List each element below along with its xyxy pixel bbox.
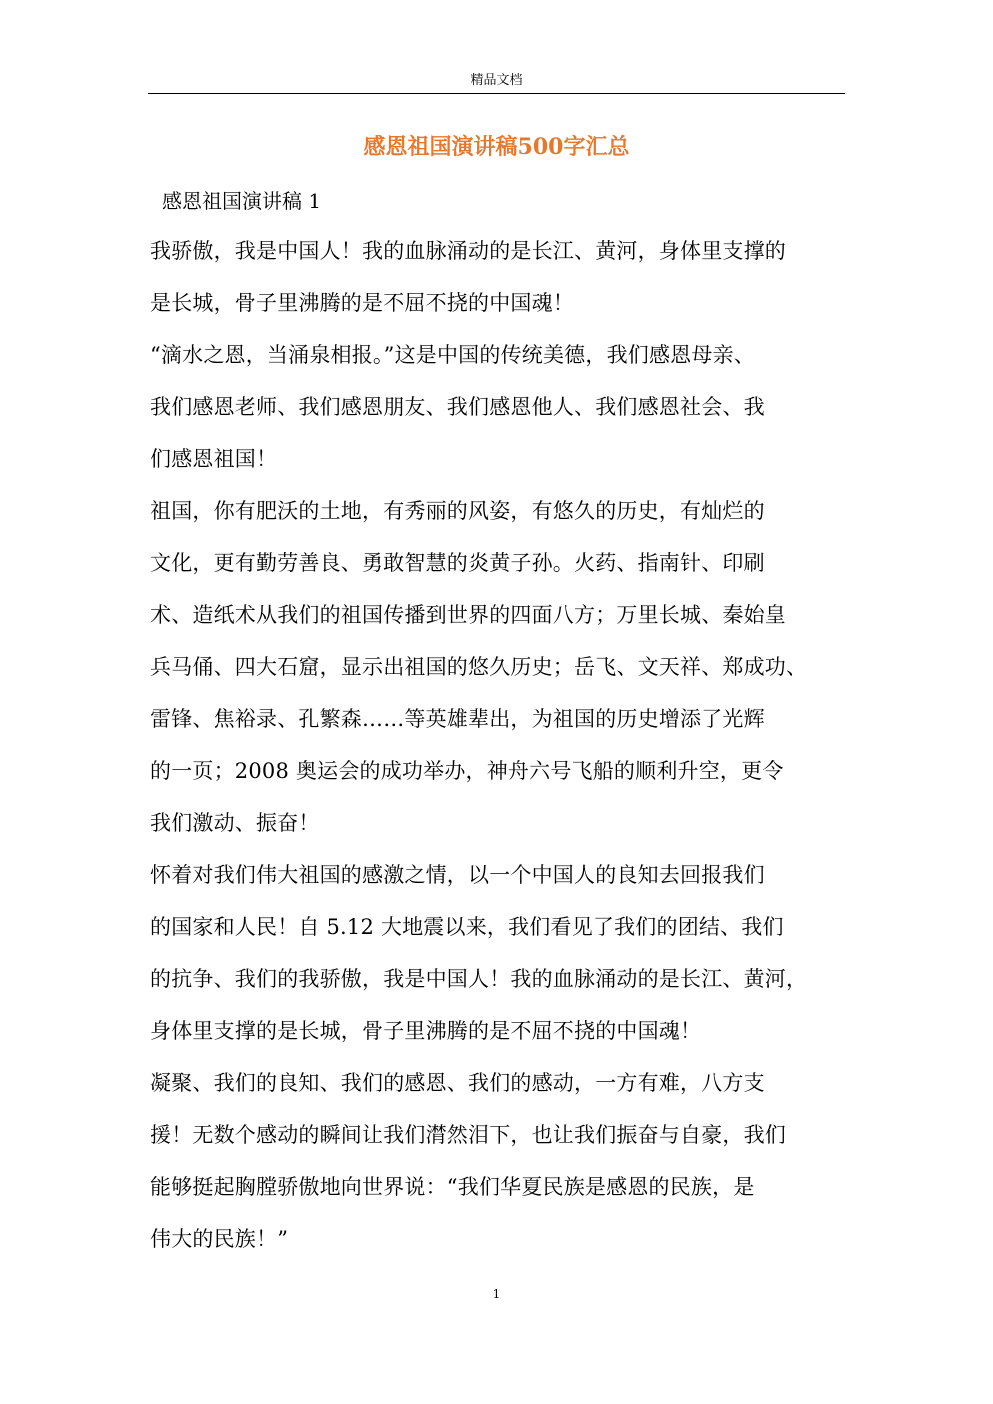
- text-line: 的抗争、我们的我骄傲，我是中国人！我的血脉涌动的是长江、黄河，: [150, 967, 808, 991]
- section-subtitle: 感恩祖国演讲稿 1: [162, 189, 322, 213]
- text-line: 我们激动、振奋！: [150, 811, 320, 835]
- text-line: 的一页；2008 奥运会的成功举办，神舟六号飞船的顺利升空，更令: [150, 759, 784, 783]
- header-divider: [148, 93, 845, 94]
- text-line: 是长城，骨子里沸腾的是不屈不挠的中国魂！: [150, 291, 574, 315]
- text-line: 的国家和人民！自 5.12 大地震以来，我们看见了我们的团结、我们: [150, 915, 784, 939]
- body-text: [150, 236, 850, 1276]
- text-line: 怀着对我们伟大祖国的感激之情，以一个中国人的良知去回报我们: [150, 863, 765, 887]
- text-line: 援！无数个感动的瞬间让我们潸然泪下，也让我们振奋与自豪，我们: [150, 1123, 786, 1147]
- text-line: “滴水之恩，当涌泉相报。”这是中国的传统美德，我们感恩母亲、: [150, 343, 755, 367]
- text-line: 们感恩祖国！: [150, 447, 278, 471]
- text-line: 伟大的民族！”: [150, 1227, 289, 1251]
- text-line: 我们感恩老师、我们感恩朋友、我们感恩他人、我们感恩社会、我: [150, 395, 765, 419]
- text-line: 祖国，你有肥沃的土地，有秀丽的风姿，有悠久的历史，有灿烂的: [150, 499, 765, 523]
- text-line: 雷锋、焦裕录、孔繁森……等英雄辈出，为祖国的历史增添了光辉: [150, 707, 765, 731]
- page-header: 精品文档: [470, 73, 523, 88]
- text-line: 我骄傲，我是中国人！我的血脉涌动的是长江、黄河，身体里支撑的: [150, 239, 786, 263]
- page-number: 1: [492, 1287, 501, 1301]
- document-title: 感恩祖国演讲稿500字汇总: [363, 134, 630, 160]
- text-line: 身体里支撑的是长城，骨子里沸腾的是不屈不挠的中国魂！: [150, 1019, 702, 1043]
- text-line: 能够挺起胸膛骄傲地向世界说：“我们华夏民族是感恩的民族，是: [150, 1175, 755, 1199]
- text-line: 术、造纸术从我们的祖国传播到世界的四面八方；万里长城、秦始皇: [150, 603, 786, 627]
- text-line: 兵马俑、四大石窟，显示出祖国的悠久历史；岳飞、文天祥、郑成功、: [150, 655, 808, 679]
- text-line: 凝聚、我们的良知、我们的感恩、我们的感动，一方有难，八方支: [150, 1071, 765, 1095]
- text-line: 文化，更有勤劳善良、勇敢智慧的炎黄子孙。火药、指南针、印刷: [150, 551, 765, 575]
